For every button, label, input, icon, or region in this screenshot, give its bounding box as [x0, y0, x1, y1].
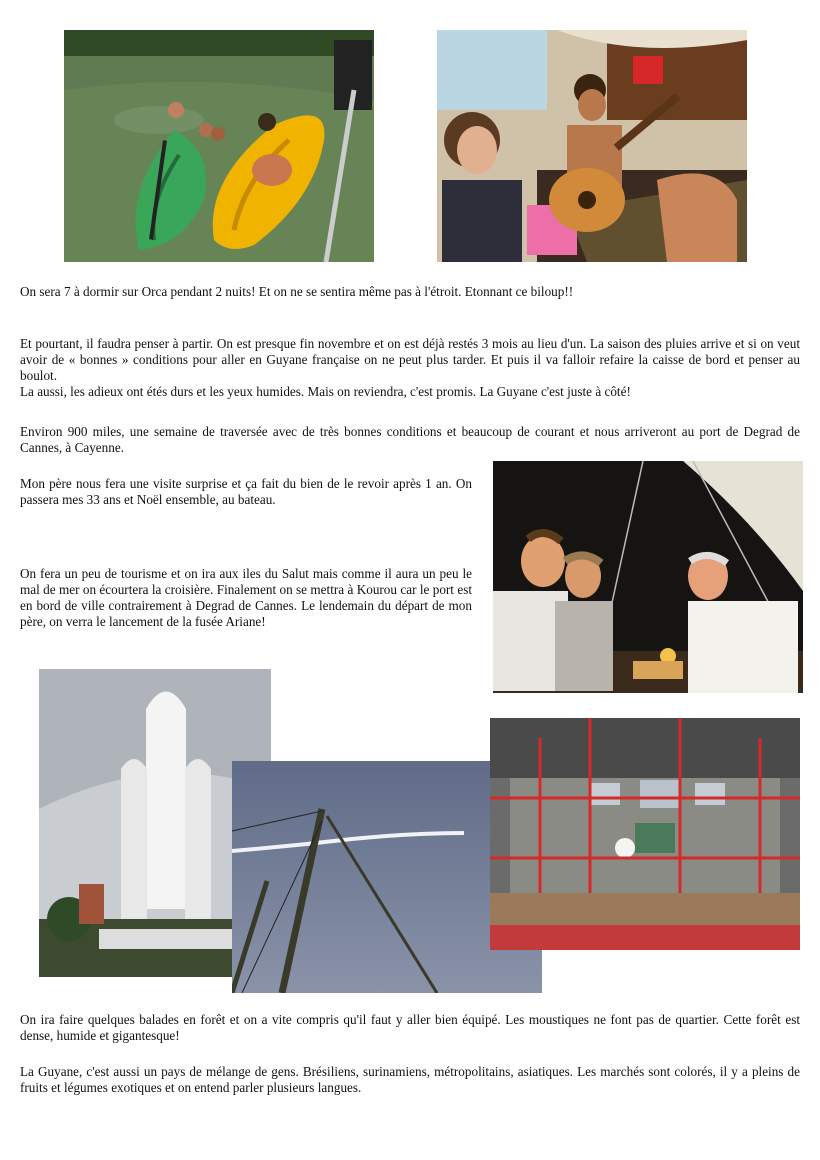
paragraph-depart-farewell: La aussi, les adieux ont étés durs et les yeux humides. Mais on reviendra, c'est promis. La Guyane c'est juste à côté! — [20, 384, 631, 399]
paragraph-tourisme: On fera un peu de tourisme et on ira aux iles du Salut mais comme il aura un peu le mal de mer on écourtera la croisière. Finalement on se mettra à Kourou car le port est en bord de ville contrairement à Degrad de Cannes. Le lendemain du départ de mon père, on verra le lancement de la fusée Ariane! — [20, 566, 472, 629]
paragraph-orca: On sera 7 à dormir sur Orca pendant 2 nuits! Et on ne se sentira même pas à l'étroit. Etonnant ce biloup!! — [20, 284, 574, 299]
guitar-photo — [437, 30, 747, 262]
paragraph-traversee: Environ 900 miles, une semaine de traversée avec de très bonnes conditions et beaucoup de courant et nous arriveront au port de Degrad de Cannes, à Cayenne. — [20, 424, 800, 455]
paragraph-depart — [20, 336, 800, 400]
paragraph-foret: On ira faire quelques balades en forêt et on a vite compris qu'il faut y aller bien équipé. Les moustiques ne font pas de quartier. Cette forêt est dense, humide et gigantesque! — [20, 1012, 800, 1043]
control-room-photo — [490, 718, 800, 950]
paragraph-depart-main: Et pourtant, il faudra penser à partir. On est presque fin novembre et on est déjà restés 3 mois au lieu d'un. La saison des pluies arrive et si on veut avoir de « bonnes » conditions pour aller en Guyane française on ne peut plus tarder. Et puis il va falloir refaire la caisse de bord et penser au boulot. — [20, 336, 800, 383]
paragraph-pere: Mon père nous fera une visite surprise et ça fait du bien de le revoir après 1 an. On passera mes 33 ans et Noël ensemble, au bateau. — [20, 476, 472, 507]
paragraph-guyane: La Guyane, c'est aussi un pays de mélange de gens. Brésiliens, surinamiens, métropolitains, asiatiques. Les marchés sont colorés, il y a pleins de fruits et légumes exotiques et on entend parler plusieurs langues. — [20, 1064, 800, 1095]
kayak-photo — [64, 30, 374, 262]
dinner-photo — [493, 461, 803, 693]
